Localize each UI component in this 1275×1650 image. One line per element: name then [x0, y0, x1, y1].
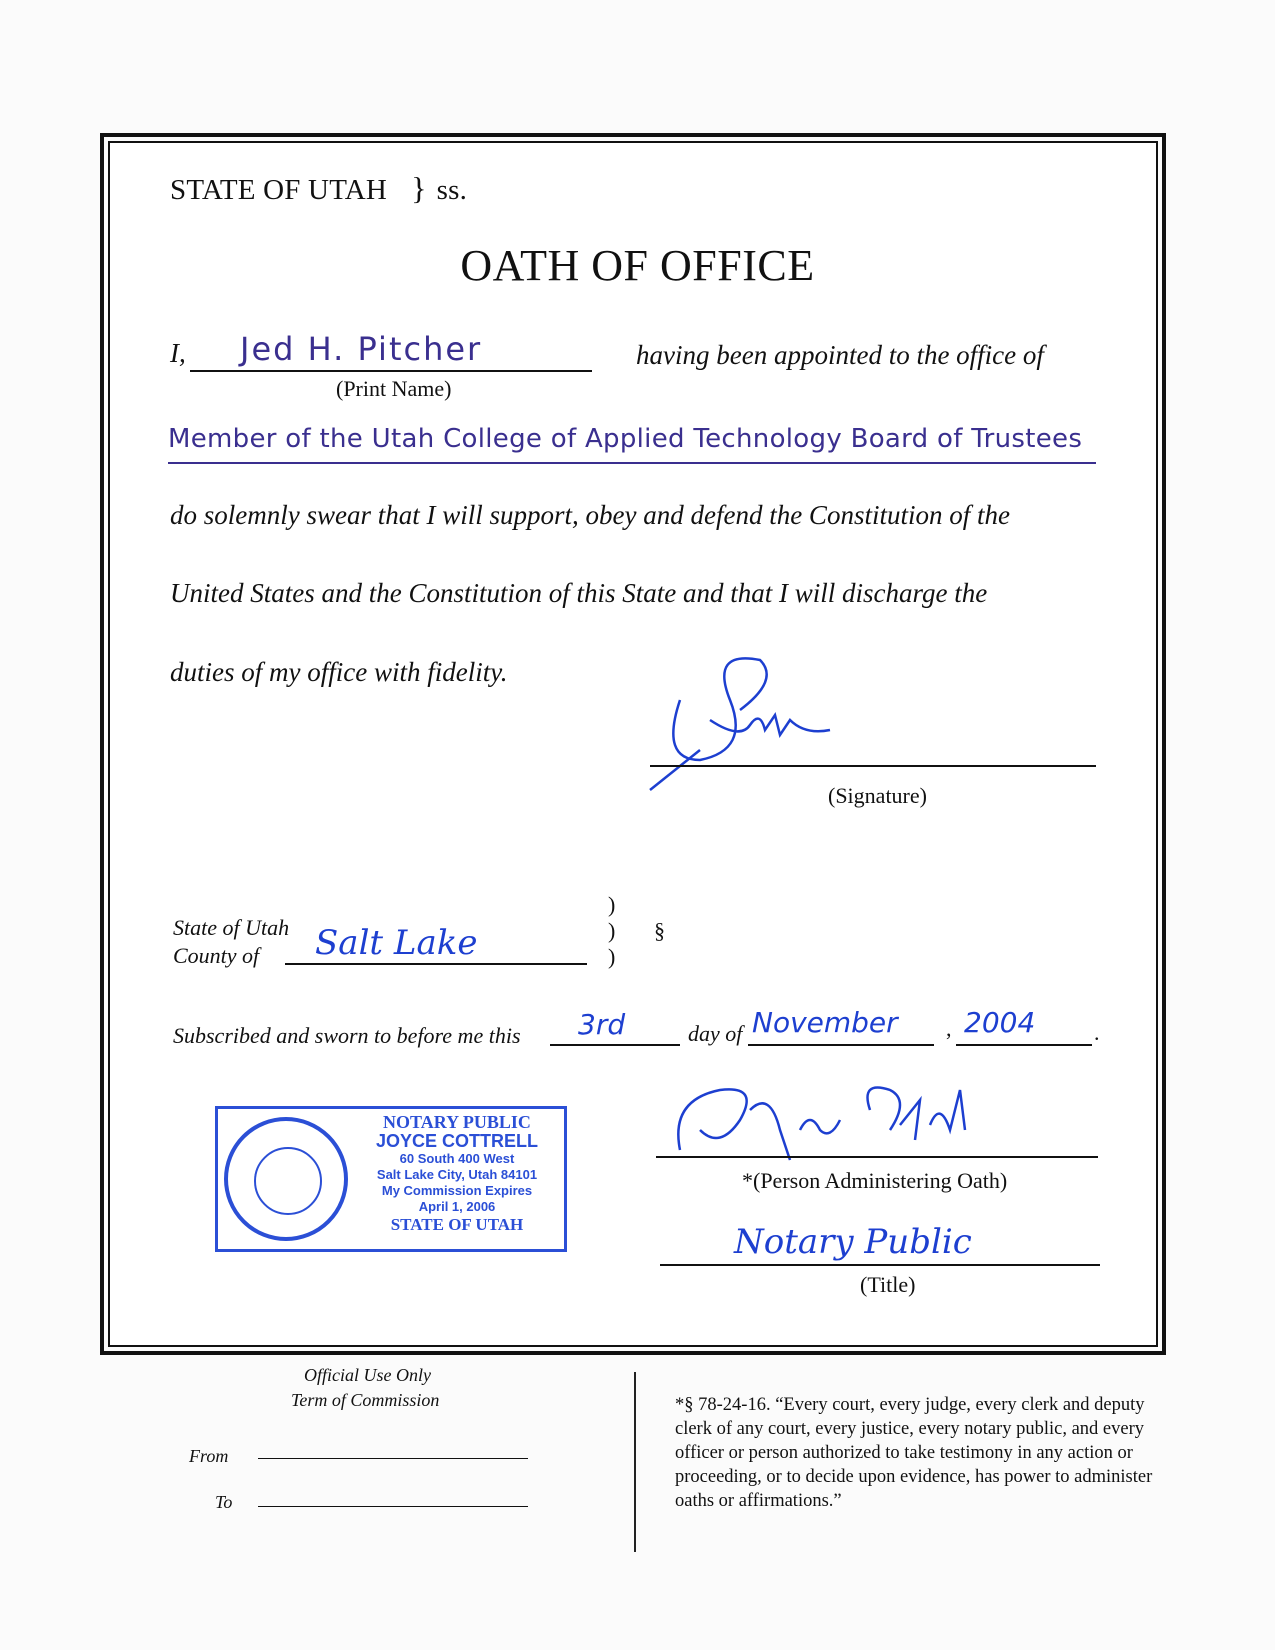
title-handwritten: Notary Public [734, 1222, 972, 1262]
year-handwritten: 2004 [964, 1006, 1036, 1039]
stamp-line3: 60 South 400 West [399, 1151, 515, 1166]
brace-symbol: } [411, 170, 427, 206]
from-line[interactable] [258, 1458, 528, 1459]
appointed-text: having been appointed to the office of [636, 340, 1044, 370]
statute-footnote: *§ 78-24-16. “Every court, every judge, every clerk and deputy clerk of any court, every justice, every notary public, and every officer or person authorized to take testimony in any action or proceeding, or to decide upon evidence, has power to administer oaths or affirmations.” [675, 1395, 1153, 1511]
stamp-line7: STATE OF UTAH [390, 1215, 524, 1234]
administering-oath-label: *(Person Administering Oath) [742, 1168, 1008, 1193]
ss-label: ss. [436, 174, 468, 206]
section-symbol: § [654, 918, 665, 943]
to-label: To [215, 1492, 233, 1512]
day-field[interactable] [550, 1008, 680, 1046]
to-line[interactable] [258, 1506, 528, 1507]
notary-stamp [215, 1106, 567, 1252]
state-heading: STATE OF UTAH [170, 174, 388, 206]
signature-line[interactable] [650, 765, 1096, 767]
paren-1: ) [608, 892, 616, 917]
document-title: OATH OF OFFICE [460, 241, 815, 290]
year-comma: , [946, 1016, 952, 1041]
office-handwritten: Member of the Utah College of Applied Technology Board of Trustees [168, 424, 1083, 454]
county-handwritten: Salt Lake [315, 923, 478, 963]
office-field[interactable] [168, 418, 1096, 464]
footer-divider [634, 1372, 636, 1552]
stamp-line1: NOTARY PUBLIC [383, 1112, 531, 1132]
print-name-label: (Print Name) [336, 376, 452, 401]
title-field[interactable] [660, 1224, 1100, 1266]
day-of-label: day of [688, 1021, 743, 1046]
signature-scribble [640, 640, 860, 800]
month-field[interactable] [748, 1006, 934, 1046]
paren-3: ) [608, 944, 616, 969]
notary-signature-scribble [660, 1070, 1020, 1170]
county-field[interactable] [285, 925, 587, 965]
year-field[interactable] [956, 1006, 1092, 1046]
stamp-line6: April 1, 2006 [418, 1199, 496, 1214]
oath-body-line3: duties of my office with fidelity. [170, 657, 508, 687]
oath-body-line2: United States and the Constitution of this State and that I will discharge the [170, 578, 988, 608]
stamp-line4: Salt Lake City, Utah 84101 [376, 1167, 538, 1182]
county-of-label: County of [173, 943, 260, 968]
term-of-commission-label: Term of Commission [291, 1390, 440, 1410]
title-label: (Title) [860, 1272, 916, 1297]
state-of-utah-label: State of Utah [173, 915, 290, 940]
month-handwritten: November [752, 1006, 898, 1039]
i-prefix: I, [170, 338, 186, 368]
oath-body-line1: do solemnly swear that I will support, obey and defend the Constitution of the [170, 500, 1010, 530]
day-handwritten: 3rd [578, 1008, 626, 1041]
stamp-line2: JOYCE COTTRELL [375, 1131, 538, 1151]
venue-header [170, 170, 467, 207]
print-name-field[interactable] [190, 330, 592, 372]
administering-oath-line[interactable] [656, 1156, 1098, 1158]
name-handwritten: Jed H. Pitcher [240, 330, 483, 368]
signature-label: (Signature) [828, 783, 927, 808]
official-use-label: Official Use Only [304, 1365, 431, 1385]
period: . [1094, 1020, 1100, 1045]
state-seal-icon [224, 1117, 348, 1241]
stamp-line5: My Commission Expires [381, 1183, 533, 1198]
paren-2: ) [608, 918, 616, 943]
subscribed-text: Subscribed and sworn to before me this [173, 1023, 521, 1048]
from-label: From [189, 1446, 229, 1466]
